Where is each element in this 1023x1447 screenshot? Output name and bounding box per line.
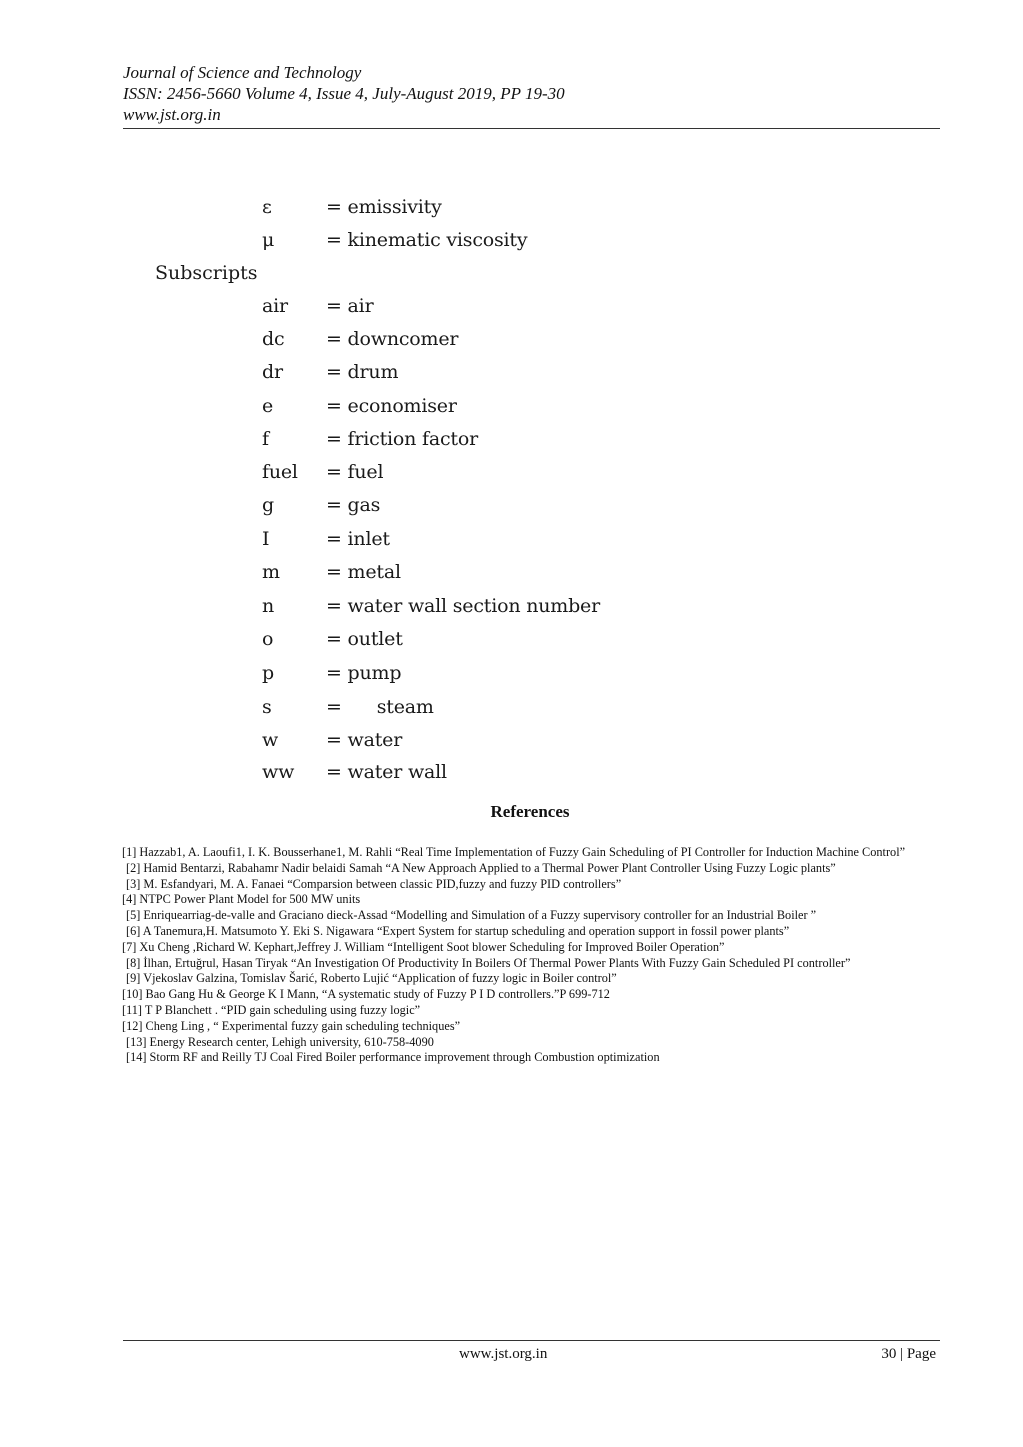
symbol: o [262,628,274,650]
references-list [122,845,938,1066]
definition: = inlet [326,528,390,550]
reference-item: [5] Enriquearriag-de-valle and Graciano dieck-Assad “Modelling and Simulation of a Fuzzy supervisory controller for an Industrial Boiler ” [126,908,817,923]
symbol: m [262,561,280,583]
reference-item: [11] T P Blanchett . “PID gain scheduling using fuzzy logic” [122,1002,421,1017]
symbol: dr [262,361,283,383]
symbol: g [262,494,274,516]
reference-item: [14] Storm RF and Reilly TJ Coal Fired Boiler performance improvement through Combustion optimization [126,1050,660,1065]
references-heading: References [490,802,570,821]
symbol: ww [262,761,295,783]
definition: = economiser [326,395,457,417]
symbol: fuel [262,461,298,483]
reference-item: [10] Bao Gang Hu & George K I Mann, “A systematic study of Fuzzy P I D controllers.”P 699-712 [122,987,610,1002]
symbol: ε [262,196,272,218]
definition: = metal [326,561,401,583]
definition: = kinematic viscosity [326,229,528,251]
definition: = fuel [326,461,384,483]
symbol: p [262,662,274,684]
definition: = downcomer [326,328,459,350]
symbol: I [262,528,270,550]
symbol: n [262,595,275,617]
reference-item: [6] A Tanemura,H. Matsumoto Y. Eki S. Nigawara “Expert System for startup scheduling and operation support in fossil power plants” [126,923,790,938]
subscripts-heading: Subscripts [155,262,258,284]
definition: = friction factor [326,428,478,450]
reference-item: [13] Energy Research center, Lehigh university, 610-758-4090 [126,1034,434,1049]
definition: = water wall section number [326,595,600,617]
definition: = drum [326,361,399,383]
definition: = gas [326,494,381,516]
reference-item: [3] M. Esfandyari, M. A. Fanaei “Comparsion between classic PID,fuzzy and fuzzy PID controllers” [126,876,622,891]
reference-item: [1] Hazzab1, A. Laoufi1, I. K. Bousserhane1, M. Rahli “Real Time Implementation of Fuzzy Gain Scheduling of PI Controller for Induction Machine Control” [122,845,906,859]
definition: = air [326,295,374,317]
definition: = outlet [326,628,403,650]
journal-title: Journal of Science and Technology [123,63,362,82]
symbol: μ [262,229,275,251]
footer-rule [123,1340,940,1341]
reference-item: [7] Xu Cheng ,Richard W. Kephart,Jeffrey J. William “Intelligent Soot blower Scheduling for Improved Boiler Operation” [122,939,725,954]
page-number: 30 | Page [881,1346,936,1362]
definition: = steam [326,696,434,718]
symbol: w [262,729,279,751]
issn-line: ISSN: 2456-5660 Volume 4, Issue 4, July-August 2019, PP 19-30 [123,84,565,103]
reference-item: [2] Hamid Bentarzi, Rabahamr Nadir belaidi Samah “A New Approach Applied to a Thermal Power Plant Controller Using Fuzzy Logic plants” [126,860,836,875]
reference-item: [12] Cheng Ling , “ Experimental fuzzy gain scheduling techniques” [122,1018,461,1033]
definition: = emissivity [326,196,442,218]
reference-item: [9] Vjekoslav Galzina, Tomislav Šarić, Roberto Lujić “Application of fuzzy logic in Boiler control” [126,971,617,986]
symbol: e [262,395,274,417]
definition: = pump [326,662,402,684]
definition: = water wall [326,761,447,783]
symbol: f [262,428,269,450]
definition: = water [326,729,403,751]
header-url: www.jst.org.in [123,105,221,124]
reference-item: [4] NTPC Power Plant Model for 500 MW units [122,892,361,907]
footer-url: www.jst.org.in [459,1346,548,1362]
symbol: air [262,295,288,317]
symbol: dc [262,328,285,350]
reference-item: [8] İlhan, Ertuğrul, Hasan Tiryak “An Investigation Of Productivity In Boilers Of Thermal Power Plants With Fuzzy Gain Scheduled PI controller” [126,955,851,970]
symbol: s [262,696,272,718]
